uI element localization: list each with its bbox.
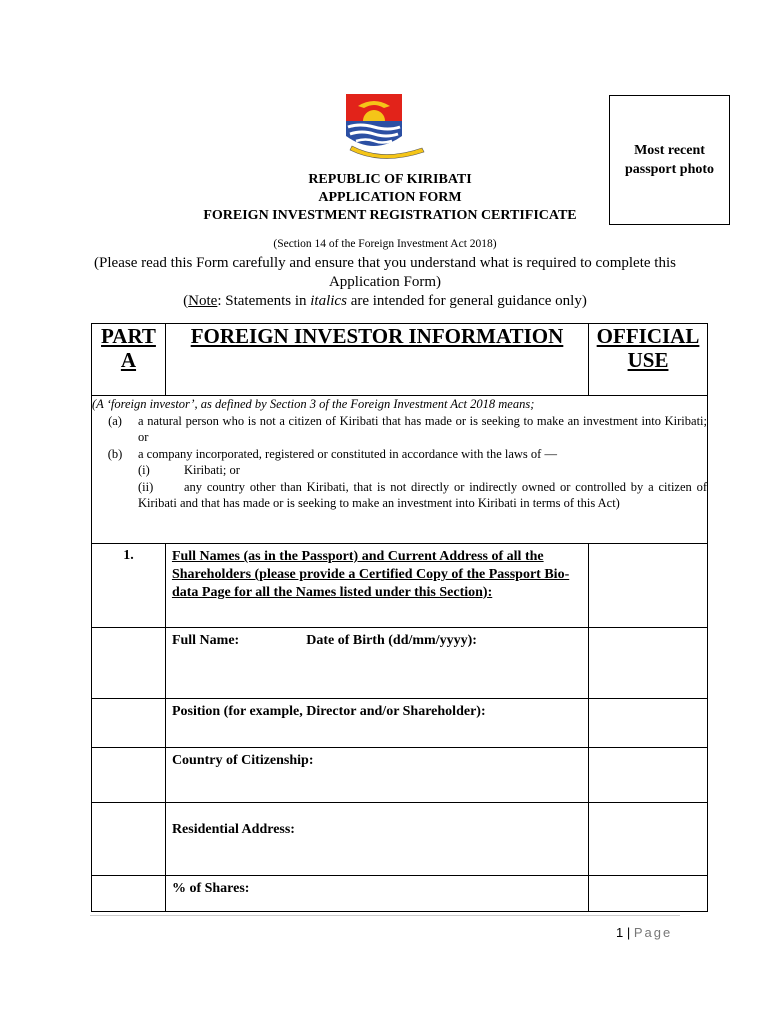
country-title: REPUBLIC OF KIRIBATI xyxy=(308,172,472,187)
form-type-title: APPLICATION FORM xyxy=(318,190,462,205)
table-header-row xyxy=(92,324,708,396)
page-number xyxy=(616,925,672,940)
table-row xyxy=(92,628,708,699)
definition-item-i xyxy=(92,462,707,479)
part-a-table xyxy=(91,323,708,912)
page-number-value: 1 xyxy=(616,925,624,940)
footer-divider xyxy=(90,915,680,916)
section-reference: (Section 14 of the Foreign Investment Act 2018) xyxy=(273,238,497,250)
table-row xyxy=(92,699,708,748)
definition-item-b xyxy=(92,446,707,463)
official-use-cell[interactable] xyxy=(589,748,708,803)
official-use-cell[interactable] xyxy=(589,699,708,748)
definition-item-ii xyxy=(92,479,707,512)
table-row xyxy=(92,876,708,912)
official-use-cell[interactable] xyxy=(589,876,708,912)
page-separator: | xyxy=(626,925,631,940)
item-ii-text: any country other than Kiribati, that is not directly or indirectly owned or controlled by a citizen of Kiribati and that has made or is seeking to make an investment into Kiribati in terms of this Act) xyxy=(138,479,707,510)
definition-item-a xyxy=(92,413,707,446)
note-middle: : Statements in xyxy=(217,293,311,309)
citizenship-field[interactable] xyxy=(165,748,588,803)
table-row xyxy=(92,803,708,876)
address-field[interactable] xyxy=(165,803,588,876)
definition-row xyxy=(92,396,708,544)
instructions-line1: (Please read this Form carefully and ensure that you understand what is required to complete this xyxy=(94,255,676,271)
item-1-title xyxy=(165,544,588,628)
official-use-label xyxy=(589,324,708,396)
instructions-line2: Application Form) xyxy=(328,274,442,290)
item-a-text: a natural person who is not a citizen of Kiribati that has made or is seeking to make an investment into Kiribati; or xyxy=(138,413,707,444)
definition-lead: (A ‘foreign investor’, as defined by Section 3 of the Foreign Investment Act 2018 means; xyxy=(92,397,535,411)
table-row xyxy=(92,748,708,803)
item-number: 1. xyxy=(92,544,166,628)
foreign-investor-definition xyxy=(92,396,708,544)
note-label: Note xyxy=(188,293,218,309)
position-label: Position (for example, Director and/or Shareholder): xyxy=(171,704,486,719)
note-italic: italics xyxy=(310,293,347,309)
item-i-label: (i) xyxy=(138,463,150,477)
section-title: FOREIGN INVESTOR INFORMATION xyxy=(165,324,588,396)
kiribati-coat-of-arms-icon xyxy=(344,92,434,164)
official-use-cell[interactable] xyxy=(589,544,708,628)
note-prefix: ( xyxy=(183,293,189,309)
item-i-text: Kiribati; or xyxy=(184,463,240,477)
item-ii-label: (ii) xyxy=(138,479,154,494)
official-label-line2: USE xyxy=(627,348,669,372)
official-use-cell[interactable] xyxy=(589,803,708,876)
part-label-line2: A xyxy=(120,348,137,372)
official-use-cell[interactable] xyxy=(589,628,708,699)
part-a-label xyxy=(92,324,166,396)
photo-label-line2: passport photo xyxy=(624,162,715,177)
part-label-line1: PART xyxy=(101,324,156,348)
shares-label: % of Shares: xyxy=(171,881,250,896)
item-b-text: a company incorporated, registered or constituted in accordance with the laws of — xyxy=(138,446,557,461)
passport-photo-box[interactable] xyxy=(609,95,730,225)
guidance-note xyxy=(70,292,700,311)
dob-label: Date of Birth (dd/mm/yyyy): xyxy=(306,633,477,648)
shares-field[interactable] xyxy=(165,876,588,912)
photo-label-line1: Most recent xyxy=(634,143,705,158)
note-suffix: are intended for general guidance only) xyxy=(346,293,587,309)
item-1-row xyxy=(92,544,708,628)
instructions xyxy=(70,254,700,311)
position-field[interactable] xyxy=(165,699,588,748)
certificate-title: FOREIGN INVESTMENT REGISTRATION CERTIFICATE xyxy=(203,208,577,223)
item-b-label: (b) xyxy=(107,446,123,461)
photo-box-label xyxy=(610,141,729,179)
address-label: Residential Address: xyxy=(171,822,295,837)
citizenship-label: Country of Citizenship: xyxy=(171,753,314,768)
full-name-field[interactable] xyxy=(165,628,588,699)
official-label-line1: OFFICIAL xyxy=(596,324,700,348)
form-header xyxy=(180,171,600,225)
item-title-text: Full Names (as in the Passport) and Current Address of all the Shareholders (please provide a Certified Copy of the Passport Bio-data Page for all the Names listed under this Section): xyxy=(171,549,570,600)
full-name-label: Full Name: xyxy=(171,633,240,648)
item-a-label: (a) xyxy=(108,413,122,428)
page-label: Page xyxy=(633,925,673,940)
